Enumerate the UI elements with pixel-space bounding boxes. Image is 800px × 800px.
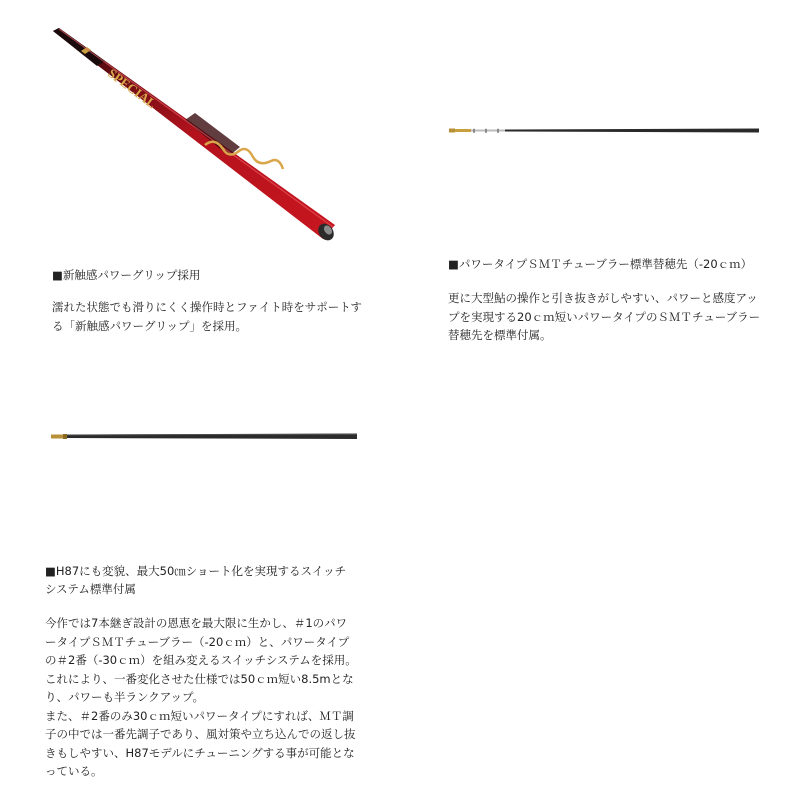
- section-body: 今作では7本継ぎ設計の恩恵を最大限に生かし、＃1のパワ ータイプＳＭＴチューブラー（-20ｃｍ）と、パワータイプ の＃2番（-30ｃｍ）を組み変えるスイッチシステムを採用。 これにより、一番変化させた仕様では50ｃｍ短い8.5mとな り、パワーも半ランクアップ。 また、＃2番のみ30ｃｍ短いパワータイプにすれば、ＭＴ調 子の中では一番先調子であり、風対策や立ち込んでの返し抜 きもしやすい、H87モデルにチューニングする事が可能とな っている。: [45, 616, 357, 778]
- section-body: 濡れた状態でも滑りにくく操作時とファイト時をサポートす る「新触感パワーグリップ」を採用。: [52, 300, 362, 333]
- section-tip: [448, 255, 778, 345]
- section-body: 更に大型鮎の操作と引き抜きがしやすい、パワーと感度アッ プを実現する20ｃｍ短いパワータイプのＳＭＴチューブラー 替穂先を標準付属。: [448, 291, 761, 342]
- section-grip: [52, 266, 382, 335]
- rod-section-image: [45, 425, 365, 447]
- section-switch: [45, 562, 375, 781]
- section-heading: ■H87にも変貌、最大50㎝ショート化を実現するスイッチ システム標準付属: [45, 564, 347, 596]
- rod-tip-image: [445, 118, 765, 140]
- section-heading: ■新触感パワーグリップ採用: [52, 268, 201, 282]
- rod-grip-image: [45, 25, 345, 250]
- rod-label-special: SPECIAL: [105, 65, 160, 112]
- section-heading: ■パワータイプＳＭＴチューブラー標準替穂先（-20ｃｍ）: [448, 257, 753, 271]
